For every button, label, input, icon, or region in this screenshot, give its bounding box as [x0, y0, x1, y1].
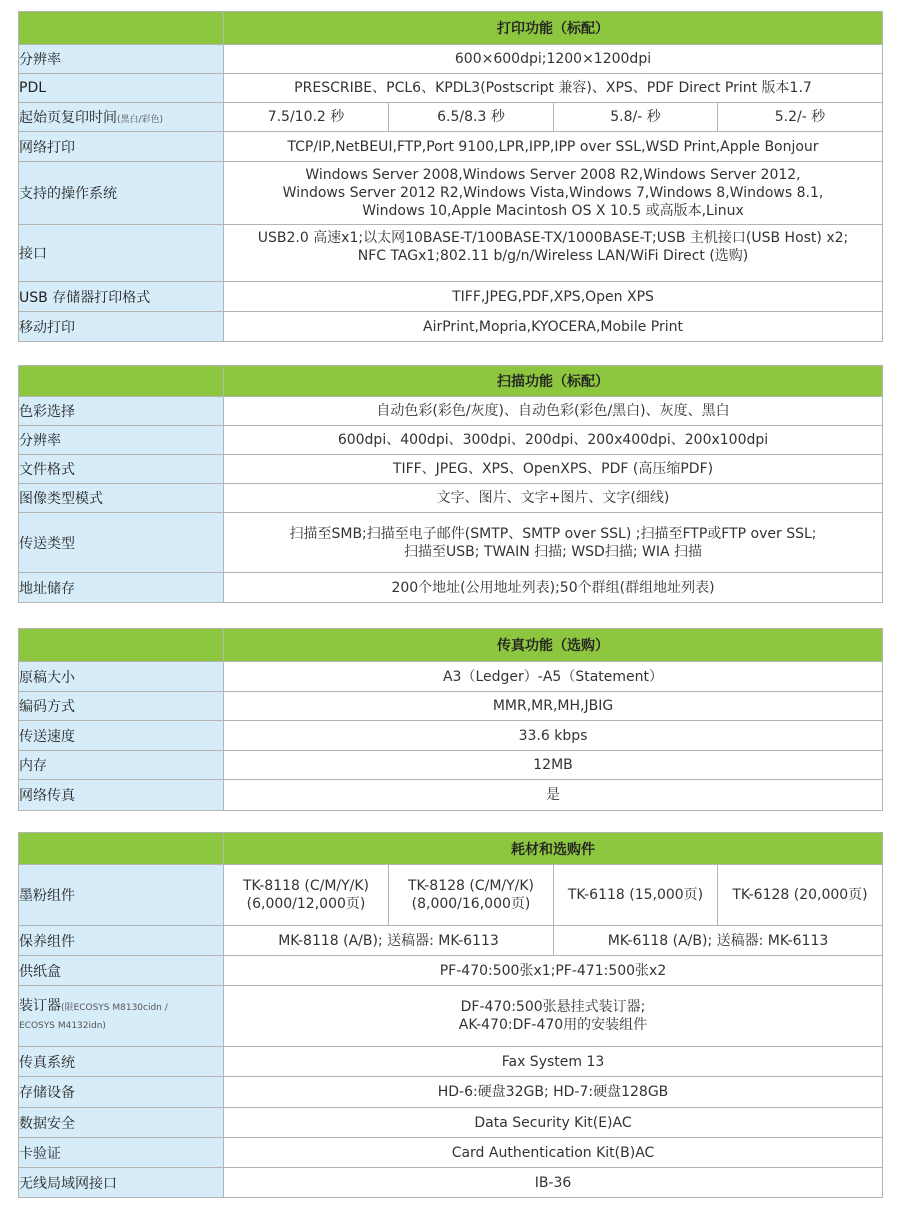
row-label-text: 装订器 [19, 998, 61, 1014]
value-line: AK-470:DF-470用的安装组件 [458, 1017, 648, 1033]
row-value: Card Authentication Kit(B)AC [224, 1138, 883, 1168]
row-value: AirPrint,Mopria,KYOCERA,Mobile Print [224, 312, 883, 342]
header-blank-cell [19, 12, 224, 45]
header-blank-cell [19, 833, 224, 865]
row-value: TCP/IP,NetBEUI,FTP,Port 9100,LPR,IPP,IPP over SSL,WSD Print,Apple Bonjour [224, 132, 883, 162]
row-label: 网络打印 [19, 132, 224, 162]
row-label: 色彩选择 [19, 397, 224, 426]
scan-section [18, 365, 882, 603]
fax-table [18, 628, 883, 811]
row-label: 编码方式 [19, 692, 224, 721]
row-value: 是 [224, 780, 883, 811]
row-value: IB-36 [224, 1168, 883, 1198]
row-value: HD-6:硬盘32GB; HD-7:硬盘128GB [224, 1077, 883, 1108]
row-value [224, 986, 883, 1047]
value-line: (8,000/16,000页) [411, 896, 531, 912]
row-value: PRESCRIBE、PCL6、KPDL3(Postscript 兼容)、XPS、PDF Direct Print 版本1.7 [224, 74, 883, 103]
row-label: 数据安全 [19, 1108, 224, 1138]
value-line: 扫描至SMB;扫描至电子邮件(SMTP、SMTP over SSL) ;扫描至FTP或FTP over SSL; [289, 525, 817, 542]
row-label-text: 起始页复印时间 [19, 110, 117, 126]
value-line: TK-8128 (C/M/Y/K) [407, 878, 535, 894]
row-value: TK-6128 (20,000页) [718, 865, 883, 926]
row-value: 600dpi、400dpi、300dpi、200dpi、200x400dpi、200x100dpi [224, 426, 883, 455]
row-label: 分辨率 [19, 45, 224, 74]
row-value: TIFF、JPEG、XPS、OpenXPS、PDF (高压缩PDF) [224, 455, 883, 484]
value-line: (6,000/12,000页) [246, 896, 366, 912]
fax-section [18, 628, 882, 811]
row-value: 自动色彩(彩色/灰度)、自动色彩(彩色/黑白)、灰度、黑白 [224, 397, 883, 426]
row-label: 原稿大小 [19, 662, 224, 692]
supplies-table [18, 832, 883, 1198]
header-blank-cell [19, 629, 224, 662]
row-label: 地址储存 [19, 573, 224, 603]
value-line: USB2.0 高速x1;以太网10BASE-T/100BASE-TX/1000BASE-T;USB 主机接口(USB Host) x2; [257, 230, 849, 246]
row-label: 传真系统 [19, 1047, 224, 1077]
row-label: 网络传真 [19, 780, 224, 811]
row-value: 5.2/- 秒 [718, 103, 883, 132]
row-label: 保养组件 [19, 926, 224, 956]
section-title: 耗材和选购件 [224, 833, 883, 865]
row-value: 文字、图片、文字+图片、文字(细线) [224, 484, 883, 513]
print-section [18, 11, 882, 342]
row-value: 5.8/- 秒 [554, 103, 718, 132]
row-label [19, 103, 224, 132]
row-value [389, 865, 554, 926]
row-value: 6.5/8.3 秒 [389, 103, 554, 132]
row-value: 7.5/10.2 秒 [224, 103, 389, 132]
section-title: 打印功能（标配） [224, 12, 883, 45]
row-label: 无线局域网接口 [19, 1168, 224, 1198]
row-label: 传送类型 [19, 513, 224, 573]
row-label: 传送速度 [19, 721, 224, 751]
value-line: Windows Server 2012 R2,Windows Vista,Windows 7,Windows 8,Windows 8.1, [282, 185, 824, 201]
header-blank-cell [19, 366, 224, 397]
row-label-note: ECOSYS M4132idn) [19, 1021, 106, 1031]
row-label: 接口 [19, 225, 224, 282]
row-label-note: (黑白/彩色) [117, 115, 164, 125]
row-value: MK-6118 (A/B); 送稿器: MK-6113 [554, 926, 883, 956]
row-label: PDL [19, 74, 224, 103]
row-value [224, 513, 883, 573]
value-line: Windows Server 2008,Windows Server 2008 R2,Windows Server 2012, [305, 167, 801, 183]
row-label-note: (限ECOSYS M8130cidn / [61, 1003, 168, 1013]
row-value: PF-470:500张x1;PF-471:500张x2 [224, 956, 883, 986]
row-label: 移动打印 [19, 312, 224, 342]
row-label: 图像类型模式 [19, 484, 224, 513]
row-value [224, 865, 389, 926]
section-title: 扫描功能（标配） [224, 366, 883, 397]
row-label: 墨粉组件 [19, 865, 224, 926]
value-line: Windows 10,Apple Macintosh OS X 10.5 或高版本,Linux [362, 203, 744, 219]
supplies-section [18, 832, 882, 1198]
row-label: 供纸盒 [19, 956, 224, 986]
row-value: 600×600dpi;1200×1200dpi [224, 45, 883, 74]
row-value: Data Security Kit(E)AC [224, 1108, 883, 1138]
value-line: NFC TAGx1;802.11 b/g/n/Wireless LAN/WiFi Direct (选购) [357, 248, 749, 264]
row-label: USB 存储器打印格式 [19, 282, 224, 312]
row-value [224, 225, 883, 282]
print-table [18, 11, 883, 342]
row-label: 存储设备 [19, 1077, 224, 1108]
section-title: 传真功能（选购） [224, 629, 883, 662]
value-line: DF-470:500张悬挂式装订器; [460, 999, 646, 1015]
value-line: 扫描至USB; TWAIN 扫描; WSD扫描; WIA 扫描 [403, 543, 702, 560]
row-value: MK-8118 (A/B); 送稿器: MK-6113 [224, 926, 554, 956]
scan-table [18, 365, 883, 603]
row-label: 卡验证 [19, 1138, 224, 1168]
row-value: A3（Ledger）-A5（Statement） [224, 662, 883, 692]
row-value: TK-6118 (15,000页) [554, 865, 718, 926]
row-label: 分辨率 [19, 426, 224, 455]
row-value: MMR,MR,MH,JBIG [224, 692, 883, 721]
row-value: 12MB [224, 751, 883, 780]
row-label: 文件格式 [19, 455, 224, 484]
row-value: 200个地址(公用地址列表);50个群组(群组地址列表) [224, 573, 883, 603]
value-line: TK-8118 (C/M/Y/K) [242, 878, 370, 894]
row-value [224, 162, 883, 225]
row-value: 33.6 kbps [224, 721, 883, 751]
row-value: TIFF,JPEG,PDF,XPS,Open XPS [224, 282, 883, 312]
row-label: 内存 [19, 751, 224, 780]
row-label [19, 986, 224, 1047]
row-label: 支持的操作系统 [19, 162, 224, 225]
row-value: Fax System 13 [224, 1047, 883, 1077]
